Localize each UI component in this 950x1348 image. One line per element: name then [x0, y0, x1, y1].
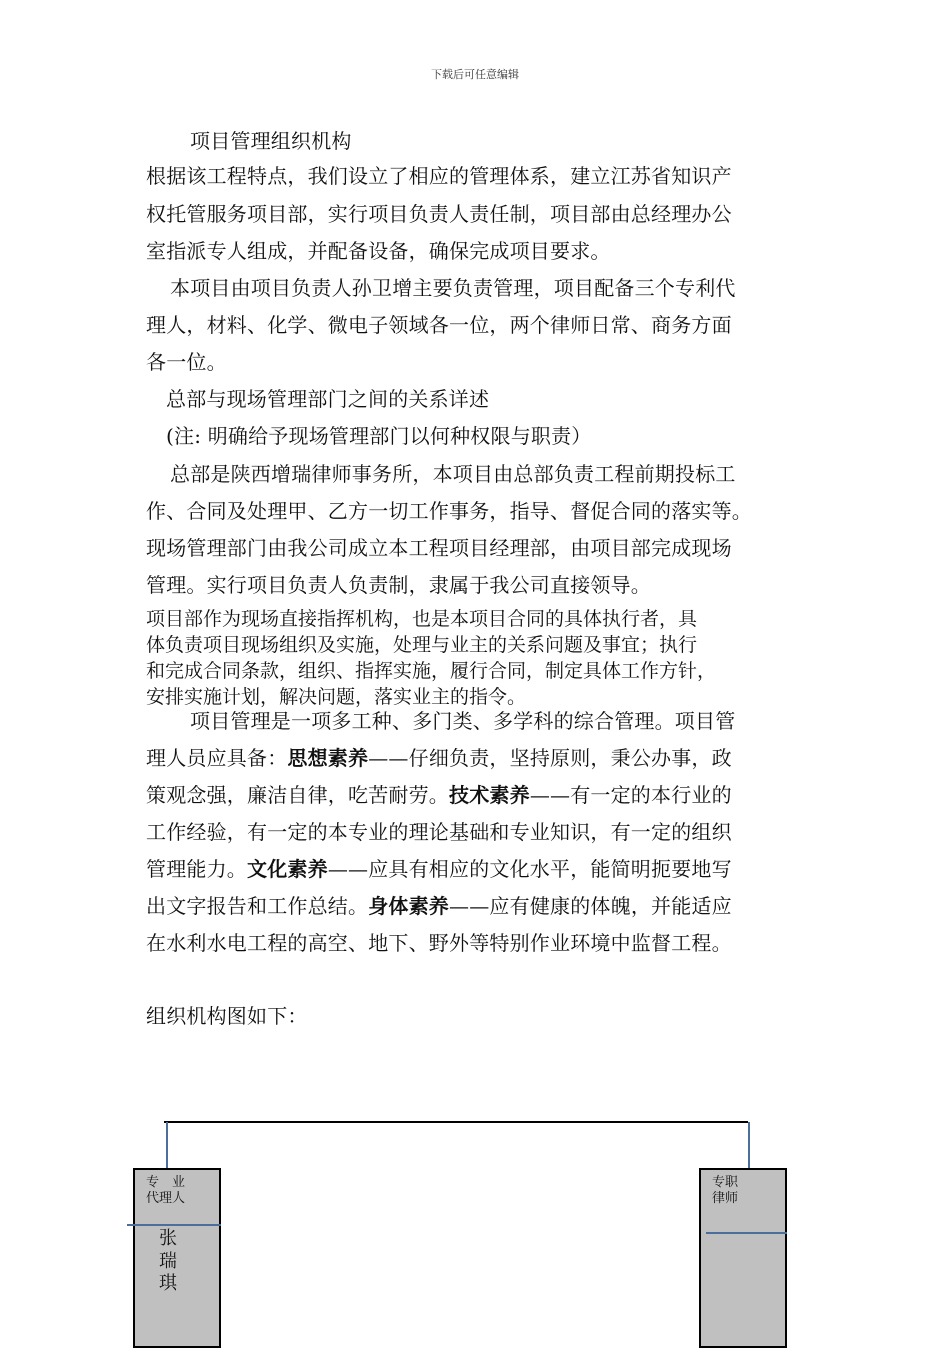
section-title: 项目管理组织机构 — [190, 129, 352, 153]
paragraph-line: 室指派专人组成，并配备设备，确保完成项目要求。 — [146, 239, 611, 263]
paragraph-line: 管理能力。文化素养——应具有相应的文化水平，能简明扼要地写 — [146, 857, 732, 881]
page-header: 下载后可任意编辑 — [431, 68, 519, 81]
divider-line — [706, 1232, 787, 1234]
paragraph-line: 出文字报告和工作总结。身体素养——应有健康的体魄，并能适应 — [146, 894, 732, 918]
bold-term: 身体素养 — [368, 894, 450, 918]
paragraph-line: 根据该工程特点，我们设立了相应的管理体系，建立江苏省知识产 — [146, 164, 732, 188]
connector-line — [164, 1121, 748, 1123]
paragraph-line: 理人，材料、化学、微电子领域各一位，两个律师日常、商务方面 — [146, 313, 732, 337]
paragraph-line: 理人员应具备：思想素养——仔细负责，坚持原则，秉公办事，政 — [146, 746, 732, 770]
connector-line — [166, 1122, 168, 1169]
bold-term: 文化素养 — [247, 857, 328, 881]
org-chart-intro: 组织机构图如下： — [146, 1004, 308, 1028]
section-heading: 总部与现场管理部门之间的关系详述 — [166, 387, 490, 411]
paragraph-line: 总部是陕西增瑞律师事务所，本项目由总部负责工程前期投标工 — [170, 462, 736, 486]
connector-line — [748, 1122, 750, 1169]
paragraph-line: 本项目由项目负责人孙卫增主要负责管理，项目配备三个专利代 — [170, 276, 736, 300]
paragraph-line: 体负责项目现场组织及实施，处理与业主的关系问题及事宜；执行 — [146, 634, 698, 656]
paragraph-line: 现场管理部门由我公司成立本工程项目经理部，由项目部完成现场 — [146, 536, 732, 560]
bold-term: 思想素养 — [287, 746, 369, 770]
org-box-name-char: 瑞 — [159, 1251, 177, 1272]
paragraph-line: 管理。实行项目负责人负责制，隶属于我公司直接领导。 — [146, 573, 651, 597]
paragraph-line: 权托管服务项目部，实行项目负责人责任制，项目部由总经理办公 — [146, 202, 732, 226]
paragraph-line: 项目管理是一项多工种、多门类、多学科的综合管理。项目管 — [190, 709, 736, 733]
paragraph-line: 安排实施计划，解决问题，落实业主的指令。 — [146, 686, 527, 708]
paragraph-line: 和完成合同条款，组织、指挥实施，履行合同，制定具体工作方针， — [146, 660, 717, 682]
bold-term: 技术素养 — [449, 783, 530, 807]
org-box-label: 专 业 代理人 — [146, 1175, 186, 1206]
org-box-name-char: 张 — [159, 1228, 177, 1249]
paragraph-line: 工作经验，有一定的本专业的理论基础和专业知识，有一定的组织 — [146, 820, 732, 844]
divider-line — [127, 1224, 221, 1226]
paragraph-line: 各一位。 — [146, 350, 227, 374]
note-text: (注: 明确给予现场管理部门以何种权限与职责） — [166, 424, 592, 448]
org-box-label: 专职 律师 — [712, 1175, 739, 1206]
paragraph-line: 策观念强，廉洁自律，吃苦耐劳。技术素养——有一定的本行业的 — [146, 783, 732, 807]
paragraph-line: 项目部作为现场直接指挥机构，也是本项目合同的具体执行者，具 — [146, 608, 698, 630]
paragraph-line: 在水利水电工程的高空、地下、野外等特别作业环境中监督工程。 — [146, 931, 732, 955]
paragraph-line: 作、合同及处理甲、乙方一切工作事务，指导、督促合同的落实等。 — [146, 499, 752, 523]
org-box-name-char: 琪 — [159, 1273, 177, 1294]
